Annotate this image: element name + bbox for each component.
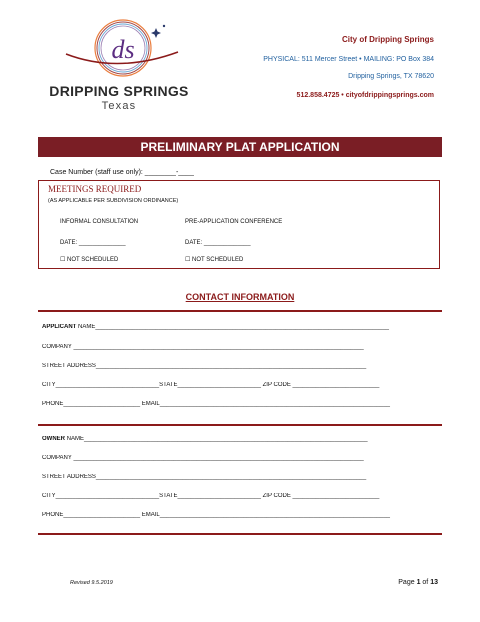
header-address-line1: PHYSICAL: 511 Mercer Street • MAILING: PO Box 384: [263, 56, 434, 63]
header-city: City of Dripping Springs: [342, 35, 434, 44]
contact-information-title: CONTACT INFORMATION: [185, 292, 295, 302]
owner-role-label: OWNER: [42, 436, 65, 442]
section-divider: [38, 533, 442, 535]
section-divider: [38, 424, 442, 426]
owner-company-field[interactable]: COMPANY _______________________________________________________________________________________: [42, 455, 364, 461]
applicant-city-state-zip-field[interactable]: CITY_______________________________STATE_________________________ ZIP CODE __________________________: [42, 382, 380, 388]
header-contact: 512.858.4725 • cityofdrippingsprings.com: [296, 92, 434, 99]
section-divider: [38, 310, 442, 312]
applicant-name-field[interactable]: APPLICANT NAME________________________________________________________________________________________: [42, 324, 389, 330]
pre-application-conference-date-field[interactable]: DATE: ______________: [185, 240, 251, 246]
meetings-subtitle: (AS APPLICABLE PER SUBDIVISION ORDINANCE): [48, 198, 179, 204]
informal-consultation-label: INFORMAL CONSULTATION: [60, 219, 139, 225]
header-address-line2: Dripping Springs, TX 78620: [348, 73, 434, 80]
logo-monogram: ds: [111, 35, 135, 64]
owner-city-state-zip-field[interactable]: CITY_______________________________STATE_________________________ ZIP CODE __________________________: [42, 493, 380, 499]
city-logo: [58, 14, 188, 130]
owner-name-field[interactable]: OWNER NAME_____________________________________________________________________________________: [42, 436, 368, 442]
page-title: PRELIMINARY PLAT APPLICATION: [38, 137, 442, 157]
star-icon: [151, 28, 161, 38]
owner-street-field[interactable]: STREET ADDRESS_________________________________________________________________________________: [42, 474, 367, 480]
informal-consultation-date-field[interactable]: DATE: ______________: [60, 240, 126, 246]
pre-application-conference-not-scheduled-checkbox[interactable]: ☐ NOT SCHEDULED: [185, 257, 244, 263]
case-number-field[interactable]: Case Number (staff use only): ________-____: [50, 169, 194, 176]
revision-date: Revised 9.5.2019: [70, 580, 113, 586]
pre-application-conference-label: PRE-APPLICATION CONFERENCE: [185, 219, 283, 225]
star-dot-icon: [163, 25, 165, 27]
informal-consultation-not-scheduled-checkbox[interactable]: ☐ NOT SCHEDULED: [60, 257, 119, 263]
owner-phone-email-field[interactable]: PHONE_______________________ EMAIL_____________________________________________________________________: [42, 512, 391, 518]
applicant-street-field[interactable]: STREET ADDRESS_________________________________________________________________________________: [42, 363, 367, 369]
applicant-phone-email-field[interactable]: PHONE_______________________ EMAIL_____________________________________________________________________: [42, 401, 391, 407]
applicant-company-field[interactable]: COMPANY _______________________________________________________________________________________: [42, 344, 364, 350]
meetings-title: MEETINGS REQUIRED: [48, 184, 142, 194]
applicant-role-label: APPLICANT: [42, 324, 77, 330]
meetings-box: [38, 180, 440, 269]
logo-subname: Texas: [101, 100, 137, 112]
page-number: Page 1 of 13: [398, 579, 438, 586]
logo-name: DRIPPING SPRINGS: [49, 83, 189, 99]
